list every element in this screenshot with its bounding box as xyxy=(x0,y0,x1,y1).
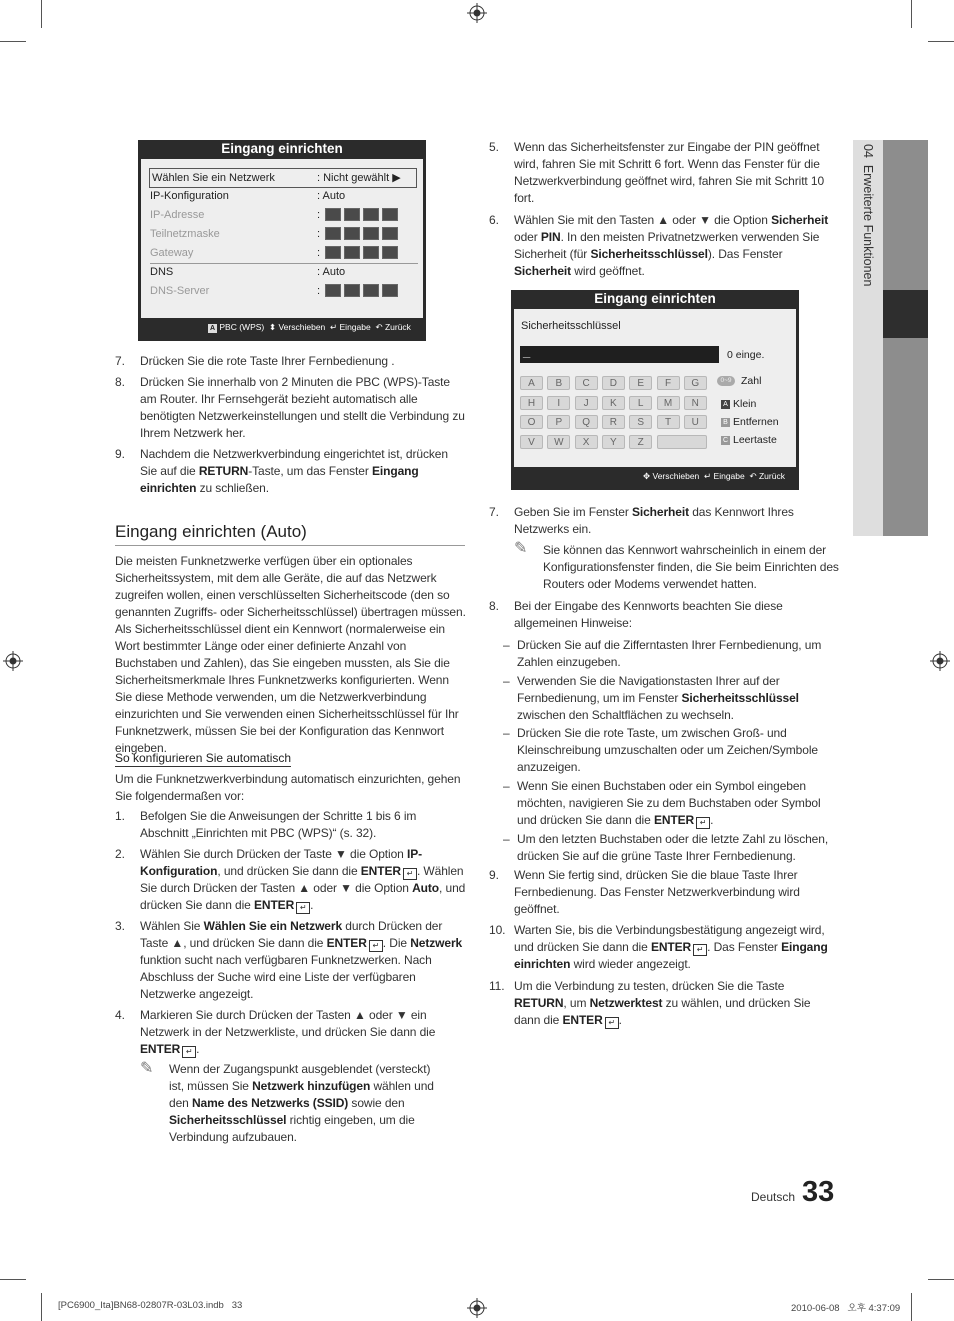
step-number: – xyxy=(503,779,510,793)
setting-value: : Nicht gewählt ▶ xyxy=(317,172,401,184)
keyboard-key[interactable]: U xyxy=(684,415,707,429)
return-icon: ↶ xyxy=(375,322,383,332)
address-octet xyxy=(344,284,360,297)
dash-item xyxy=(489,778,832,827)
address-octet xyxy=(363,227,379,240)
setting-label: Wählen Sie ein Netzwerk xyxy=(152,172,275,184)
step-text: Drücken Sie die rote Taste, um zwischen Groß- und Kleinschreibung umzuschalten oder um Zeichen/Symbole anzuzeigen. xyxy=(517,726,818,774)
step-text: Warten Sie, bis die Verbindungsbestätigung angezeigt wird, und drücken Sie dann die ENTER ↵ . Das Fenster Eingang einrichten wird wieder angezeigt. xyxy=(514,923,828,971)
keyboard-key[interactable]: M xyxy=(657,396,680,410)
dash-item xyxy=(489,725,832,774)
keyboard-key[interactable]: C xyxy=(575,376,598,390)
option-label: Zahl xyxy=(741,375,762,387)
step-number: 5. xyxy=(489,140,499,154)
legend-enter: Eingabe xyxy=(339,322,371,332)
address-octet xyxy=(325,227,341,240)
subsection-title: So konfigurieren Sie automatisch xyxy=(115,751,292,765)
footer-date: 2010-06-08 오후 4:37:09 xyxy=(791,1303,901,1314)
step-number: 9. xyxy=(489,868,499,882)
keyboard-key[interactable]: P xyxy=(547,415,570,429)
setting-value: : xyxy=(317,285,321,297)
setting-label: IP-Konfiguration xyxy=(150,190,229,202)
keyboard-key[interactable] xyxy=(657,435,707,449)
step-text: Wenn das Sicherheitsfenster zur Eingabe der PIN geöffnet wird, fahren Sie mit Schritt 6 fort. Wenn das Fenster für die Netzwerkverbindung geöffnet wird, fahren Sie mit Schritt 10 fort. xyxy=(514,140,825,205)
step-text: Wählen Sie durch Drücken der Taste ▼ die Option IP-Konfiguration, und drücken Sie dann die ENTER ↵ . Wählen Sie durch Drücken der Tasten ▲ oder ▼ die Option Auto, und drücken Sie dann die ENTER ↵ . xyxy=(140,847,466,912)
step-item xyxy=(115,1007,466,1056)
step-text: Befolgen Sie die Anweisungen der Schritte 1 bis 6 im Abschnitt „Einrichten mit PBC (WPS)“ (s. 32). xyxy=(140,809,417,840)
step-number: – xyxy=(503,726,510,740)
footer-file: [PC6900_Ita]BN68-02807R-03L03.indb 33 xyxy=(58,1300,243,1311)
keyboard-key[interactable]: T xyxy=(657,415,680,429)
note-pencil-icon: ✎ xyxy=(140,1060,154,1077)
keyboard-key[interactable]: B xyxy=(547,376,570,390)
step-text: Wenn Sie fertig sind, drücken Sie die blaue Taste Ihrer Fernbedienung. Das Fenster Netzwerkverbindung wird geöffnet. xyxy=(514,868,800,916)
color-button-icon[interactable]: C xyxy=(722,437,729,444)
setting-row[interactable] xyxy=(150,225,415,243)
keyboard-key[interactable]: Z xyxy=(629,435,652,449)
section-intro: Die meisten Funknetzwerke verfügen über ein optionales Sicherheitssystem, mit dem alle Geräte, die auf das Netzwerk zugreifen wollen, einen verschlüsselten Sicherheitscode (den so genannten Zugriffs- oder Sicherheitsschlüssel) übertragen müssen. Als Sicherheitsschlüssel dient ein Kennwort (normalerweise ein Wort bestimmter Länge oder einer definierte Anzahl von Buchstaben und Zahlen), das Sie eingeben mussten, als Sie die Sicherheitsmerkmale Ihres Funknetzwerks konfigurierten. Wenn Sie diese Methode verwenden, um die Netzwerkverbindung einzurichten und Sie verwenden einen Sicherheitsschlüssel für Ihr Funknetzwerk, müssen Sie bei der Konfiguration das Kennwort eingeben. xyxy=(115,554,466,755)
keyboard-key[interactable]: E xyxy=(629,376,652,390)
legend-pbc: PBC (WPS) xyxy=(219,322,265,332)
step-number: 7. xyxy=(115,354,125,368)
keyboard-key[interactable]: N xyxy=(684,396,707,410)
char-count: 0 einge. xyxy=(727,349,765,361)
keyboard-key[interactable]: I xyxy=(547,396,570,410)
step-text: Wenn Sie einen Buchstaben oder ein Symbol eingeben möchten, navigieren Sie zu dem Buchstaben oder Symbol und drücken Sie dann die ENTER ↵ . xyxy=(517,779,821,827)
screen-title: Eingang einrichten xyxy=(221,141,343,156)
keyboard-key[interactable]: R xyxy=(602,415,625,429)
color-button-icon[interactable]: A xyxy=(721,400,730,409)
registration-mark-icon xyxy=(467,1298,487,1318)
keyboard-key[interactable]: O xyxy=(520,415,543,429)
step-item xyxy=(489,922,832,971)
step-item xyxy=(489,504,832,536)
a-button-icon: A xyxy=(209,325,216,332)
option-label: Entfernen xyxy=(733,416,779,428)
updown-arrow-icon: ⬍ xyxy=(268,322,277,332)
address-octet xyxy=(382,246,398,259)
footer-language: Deutsch xyxy=(751,1190,796,1204)
subsection-intro: Um die Funknetzwerkverbindung automatisch einzurichten, gehen Sie folgendermaßen vor: xyxy=(115,772,461,803)
registration-mark-icon xyxy=(930,651,950,671)
option-label: Klein xyxy=(733,398,757,410)
chapter-side-tab xyxy=(853,140,928,536)
page-number: 33 xyxy=(802,1176,835,1208)
keyboard-key[interactable]: H xyxy=(520,396,543,410)
step-number: – xyxy=(503,832,510,846)
step-text: Bei der Eingabe des Kennworts beachten Sie diese allgemeinen Hinweise: xyxy=(514,599,783,630)
step-item xyxy=(115,808,466,840)
address-octet xyxy=(363,208,379,221)
step-item xyxy=(115,918,466,1001)
step-text: Wählen Sie mit den Tasten ▲ oder ▼ die Option Sicherheit oder PIN. In den meisten Privatnetzwerken verwenden Sie Sicherheit (für Sicherheitsschlüssel). Das Fenster Sicherheit wird geöffnet. xyxy=(514,213,829,278)
step-number: 9. xyxy=(115,447,125,461)
step-number: 3. xyxy=(115,919,125,933)
registration-mark-icon xyxy=(467,3,487,23)
address-blocks xyxy=(325,208,398,221)
step-number: 10. xyxy=(489,923,506,937)
address-octet xyxy=(344,208,360,221)
step-number: 7. xyxy=(489,505,499,519)
legend-move: Verschieben xyxy=(278,322,326,332)
setting-row[interactable] xyxy=(150,282,415,300)
step-number: 8. xyxy=(115,375,125,389)
step-number: 6. xyxy=(489,213,499,227)
step-text: Drücken Sie die rote Taste Ihrer Fernbedienung . xyxy=(140,354,395,368)
keyboard-key[interactable]: K xyxy=(602,396,625,410)
address-octet xyxy=(382,227,398,240)
dash-item xyxy=(489,673,832,722)
color-button-icon[interactable]: B xyxy=(721,418,730,427)
setting-value: : xyxy=(317,247,321,259)
address-blocks xyxy=(325,227,398,240)
legend-move: Verschieben xyxy=(652,471,700,481)
keyboard-key[interactable]: W xyxy=(547,435,570,449)
chapter-label: 04 Erweiterte Funktionen xyxy=(861,144,875,287)
legend-back: Zurück xyxy=(384,322,411,332)
option-label: Leertaste xyxy=(733,434,777,446)
setting-label: IP-Adresse xyxy=(150,209,205,221)
step-text: Drücken Sie auf die Zifferntasten Ihrer Fernbedienung, um Zahlen einzugeben. xyxy=(517,638,822,669)
step-text: Verwenden Sie die Navigationstasten Ihrer auf der Fernbedienung, um im Fenster Sicherheitsschlüssel zwischen den Schaltflächen zu wechseln. xyxy=(517,674,799,722)
setting-row[interactable] xyxy=(150,187,415,205)
step-number: 4. xyxy=(115,1008,125,1022)
keyboard-key[interactable]: L xyxy=(629,396,652,410)
dash-item xyxy=(489,637,832,669)
section-title: Eingang einrichten (Auto) xyxy=(115,522,307,541)
step-text: Wählen Sie Wählen Sie ein Netzwerk durch Drücken der Taste ▲, und drücken Sie dann die ENTER ↵ . Die Netzwerk funktion sucht nach verfügbaren Funknetzwerken. Nach Abschluss der Suche wird eine Liste der verfügbaren Netzwerke angezeigt. xyxy=(140,919,463,1001)
keyboard-key[interactable]: F xyxy=(657,376,680,390)
step-item xyxy=(115,353,466,368)
note-pencil-icon: ✎ xyxy=(514,540,528,557)
address-octet xyxy=(325,208,341,221)
address-octet xyxy=(382,208,398,221)
number-toggle-button[interactable]: 0~9 xyxy=(717,376,735,386)
keyboard-key[interactable]: X xyxy=(575,435,598,449)
move-arrows-icon: ✥ xyxy=(643,471,651,481)
step-text: Drücken Sie innerhalb von 2 Minuten die PBC (WPS)-Taste am Router. Ihr Fernsehgerät bezieht automatisch alle benötigten Netzwerkeinstellungen und stellt die Verbindung zu Ihrem Netzwerk her. xyxy=(140,375,465,440)
step-number: – xyxy=(503,638,510,652)
step-text: Um den letzten Buchstaben oder die letzte Zahl zu löschen, drücken Sie auf die grüne Taste Ihrer Fernbedienung. xyxy=(517,832,829,863)
setting-label: Gateway xyxy=(150,247,194,259)
enter-icon: ↵ xyxy=(704,471,712,481)
setting-row[interactable] xyxy=(150,244,415,262)
step-item xyxy=(489,978,832,1027)
screen-title: Eingang einrichten xyxy=(594,291,716,306)
enter-icon: ↵ xyxy=(330,322,338,332)
address-octet xyxy=(363,246,379,259)
key-input[interactable] xyxy=(520,346,719,363)
setting-label: DNS xyxy=(150,266,174,278)
setting-value: : Auto xyxy=(317,266,346,278)
address-octet xyxy=(325,284,341,297)
setting-label: Teilnetzmaske xyxy=(150,228,220,240)
step-item xyxy=(489,212,832,278)
step-text: Nachdem die Netzwerkverbindung eingerichtet ist, drücken Sie auf die RETURN-Taste, um das Fenster Eingang einrichten zu schließen. xyxy=(140,447,448,495)
keyboard-key[interactable]: S xyxy=(629,415,652,429)
keyboard-key[interactable]: J xyxy=(575,396,598,410)
dash-item xyxy=(489,831,832,863)
registration-mark-icon xyxy=(3,651,23,671)
step-item xyxy=(115,846,466,912)
legend-enter: Eingabe xyxy=(713,471,745,481)
note-text: Wenn der Zugangspunkt ausgeblendet (versteckt) ist, müssen Sie Netzwerk hinzufügen wählen und den Name des Netzwerks (SSID) sowie den Sicherheitsschlüssel richtig eingeben, um die Verbindung aufzubauen. xyxy=(169,1062,434,1144)
network-setup-screen xyxy=(138,140,426,341)
step-item xyxy=(489,139,832,205)
keyboard-key[interactable]: Q xyxy=(575,415,598,429)
step-item xyxy=(489,598,832,630)
step-item xyxy=(115,374,466,440)
address-octet xyxy=(363,284,379,297)
step-item xyxy=(115,446,466,495)
keyboard-key[interactable]: D xyxy=(602,376,625,390)
legend-back: Zurück xyxy=(758,471,785,481)
setting-value: : xyxy=(317,209,321,221)
return-icon: ↶ xyxy=(749,471,757,481)
security-key-screen xyxy=(511,290,799,490)
setting-value: : Auto xyxy=(317,190,346,202)
keyboard-key[interactable]: V xyxy=(520,435,543,449)
setting-row[interactable] xyxy=(149,168,417,188)
address-octet xyxy=(344,227,360,240)
setting-row[interactable] xyxy=(150,263,415,281)
address-blocks xyxy=(325,246,398,259)
step-number: 8. xyxy=(489,599,499,613)
step-text: Um die Verbindung zu testen, drücken Sie die Taste RETURN, um Netzwerktest zu wählen, und drücken Sie dann die ENTER ↵ . xyxy=(514,979,811,1027)
step-text: Geben Sie im Fenster Sicherheit das Kennwort Ihres Netzwerks ein. xyxy=(514,505,794,536)
note-text: Sie können das Kennwort wahrscheinlich in einem der Konfigurationsfenster finden, die Sie beim Einrichten des Routers oder Modems verwendet hatten. xyxy=(543,543,839,591)
address-blocks xyxy=(325,284,398,297)
address-octet xyxy=(344,246,360,259)
setting-label: DNS-Server xyxy=(150,285,210,297)
step-text: Markieren Sie durch Drücken der Tasten ▲ oder ▼ ein Netzwerk in der Netzwerkliste, und drücken Sie dann die ENTER ↵ . xyxy=(140,1008,436,1056)
step-number: 11. xyxy=(489,979,505,993)
address-octet xyxy=(325,246,341,259)
step-item xyxy=(489,867,832,916)
step-number: 2. xyxy=(115,847,125,861)
setting-row[interactable] xyxy=(150,206,415,224)
step-number: – xyxy=(503,674,510,688)
keyboard-key[interactable]: A xyxy=(520,376,543,390)
field-label: Sicherheitsschlüssel xyxy=(521,320,621,332)
keyboard-key[interactable]: G xyxy=(684,376,707,390)
setting-value: : xyxy=(317,228,321,240)
step-number: 1. xyxy=(115,809,125,823)
section-rule xyxy=(115,545,465,546)
input-cursor: _ xyxy=(523,344,531,359)
keyboard-key[interactable]: Y xyxy=(602,435,625,449)
address-octet xyxy=(382,284,398,297)
